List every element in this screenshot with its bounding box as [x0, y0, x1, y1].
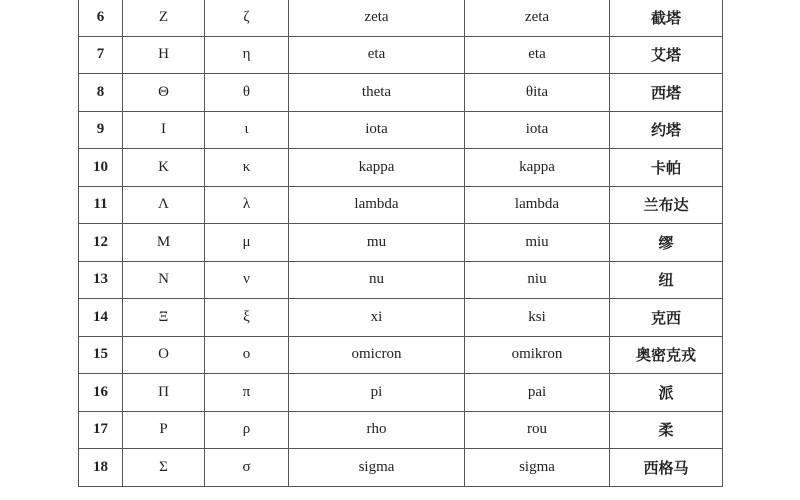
table-row — [79, 374, 723, 412]
english-name-cell: iota — [289, 111, 465, 149]
english-name-cell: nu — [289, 261, 465, 299]
english-name-cell: theta — [289, 74, 465, 112]
chinese-name-cell: 西塔 — [610, 74, 723, 112]
pronunciation-cell: sigma — [465, 449, 610, 487]
chinese-name-cell: 奥密克戎 — [610, 336, 723, 374]
table-row — [79, 186, 723, 224]
row-number-cell: 9 — [79, 111, 123, 149]
pronunciation-cell: iota — [465, 111, 610, 149]
pronunciation-cell: lambda — [465, 186, 610, 224]
row-number-cell: 11 — [79, 186, 123, 224]
chinese-name-cell: 缪 — [610, 224, 723, 262]
lowercase-letter-cell: ι — [205, 111, 289, 149]
english-name-cell: omicron — [289, 336, 465, 374]
lowercase-letter-cell: ο — [205, 336, 289, 374]
table-row — [79, 74, 723, 112]
uppercase-letter-cell: Ν — [123, 261, 205, 299]
pronunciation-cell: θita — [465, 74, 610, 112]
lowercase-letter-cell: θ — [205, 74, 289, 112]
table-row — [79, 261, 723, 299]
row-number-cell: 12 — [79, 224, 123, 262]
row-number-cell: 17 — [79, 411, 123, 449]
row-number-cell: 16 — [79, 374, 123, 412]
english-name-cell: lambda — [289, 186, 465, 224]
row-number-cell: 15 — [79, 336, 123, 374]
row-number-cell: 8 — [79, 74, 123, 112]
pronunciation-cell: rou — [465, 411, 610, 449]
chinese-name-cell: 西格马 — [610, 449, 723, 487]
pronunciation-cell: omikron — [465, 336, 610, 374]
chinese-name-cell: 派 — [610, 374, 723, 412]
english-name-cell: mu — [289, 224, 465, 262]
row-number-cell: 6 — [79, 0, 123, 36]
table-row — [79, 36, 723, 74]
uppercase-letter-cell: Λ — [123, 186, 205, 224]
table-row — [79, 149, 723, 187]
english-name-cell: eta — [289, 36, 465, 74]
pronunciation-cell: zeta — [465, 0, 610, 36]
english-name-cell: rho — [289, 411, 465, 449]
pronunciation-cell: miu — [465, 224, 610, 262]
lowercase-letter-cell: π — [205, 374, 289, 412]
chinese-name-cell: 柔 — [610, 411, 723, 449]
chinese-name-cell: 纽 — [610, 261, 723, 299]
row-number-cell: 13 — [79, 261, 123, 299]
table-row — [79, 111, 723, 149]
uppercase-letter-cell: Ρ — [123, 411, 205, 449]
lowercase-letter-cell: ν — [205, 261, 289, 299]
row-number-cell: 18 — [79, 449, 123, 487]
english-name-cell: kappa — [289, 149, 465, 187]
english-name-cell: xi — [289, 299, 465, 337]
lowercase-letter-cell: η — [205, 36, 289, 74]
uppercase-letter-cell: Ζ — [123, 0, 205, 36]
lowercase-letter-cell: μ — [205, 224, 289, 262]
chinese-name-cell: 约塔 — [610, 111, 723, 149]
lowercase-letter-cell: ζ — [205, 0, 289, 36]
uppercase-letter-cell: Π — [123, 374, 205, 412]
greek-alphabet-table — [78, 0, 723, 487]
lowercase-letter-cell: κ — [205, 149, 289, 187]
row-number-cell: 14 — [79, 299, 123, 337]
table-row — [79, 0, 723, 36]
table-row — [79, 449, 723, 487]
english-name-cell: pi — [289, 374, 465, 412]
uppercase-letter-cell: Η — [123, 36, 205, 74]
table-row — [79, 336, 723, 374]
pronunciation-cell: ksi — [465, 299, 610, 337]
lowercase-letter-cell: λ — [205, 186, 289, 224]
pronunciation-cell: pai — [465, 374, 610, 412]
pronunciation-cell: kappa — [465, 149, 610, 187]
lowercase-letter-cell: σ — [205, 449, 289, 487]
uppercase-letter-cell: Μ — [123, 224, 205, 262]
chinese-name-cell: 卡帕 — [610, 149, 723, 187]
table-row — [79, 224, 723, 262]
chinese-name-cell: 克西 — [610, 299, 723, 337]
uppercase-letter-cell: Ξ — [123, 299, 205, 337]
uppercase-letter-cell: Θ — [123, 74, 205, 112]
english-name-cell: zeta — [289, 0, 465, 36]
chinese-name-cell: 艾塔 — [610, 36, 723, 74]
uppercase-letter-cell: Σ — [123, 449, 205, 487]
table-row — [79, 299, 723, 337]
table-body — [79, 0, 723, 486]
pronunciation-cell: eta — [465, 36, 610, 74]
row-number-cell: 7 — [79, 36, 123, 74]
uppercase-letter-cell: Κ — [123, 149, 205, 187]
table-row — [79, 411, 723, 449]
lowercase-letter-cell: ρ — [205, 411, 289, 449]
chinese-name-cell: 兰布达 — [610, 186, 723, 224]
uppercase-letter-cell: Ο — [123, 336, 205, 374]
chinese-name-cell: 截塔 — [610, 0, 723, 36]
lowercase-letter-cell: ξ — [205, 299, 289, 337]
pronunciation-cell: niu — [465, 261, 610, 299]
uppercase-letter-cell: Ι — [123, 111, 205, 149]
english-name-cell: sigma — [289, 449, 465, 487]
row-number-cell: 10 — [79, 149, 123, 187]
